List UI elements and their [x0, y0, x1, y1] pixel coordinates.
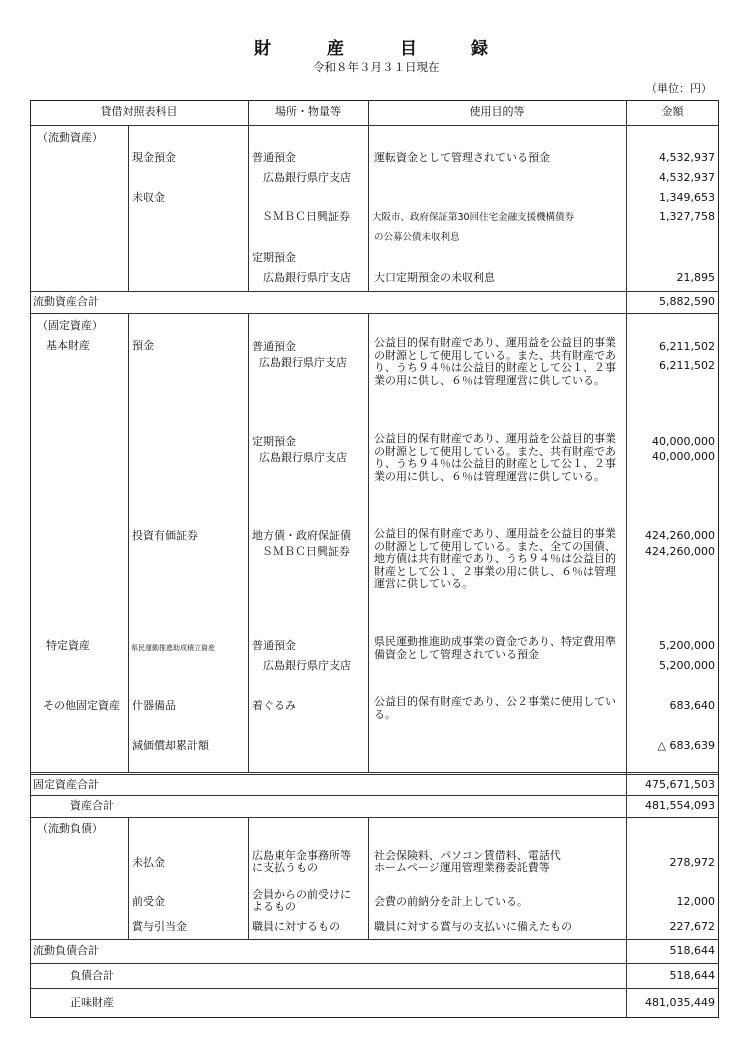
section-fixed-assets: （固定資産）: [37, 319, 103, 332]
securities-location-2: ＳＭＢＣ日興証券: [262, 545, 350, 558]
assets-total-label: 資産合計: [70, 799, 114, 812]
ordinary-deposit-location-2: 広島銀行県庁支店: [259, 356, 347, 369]
securities-purpose: 公益目的保有財産であり、運用益を公益目的事業の財源として使用している。また、全ての国債、地方債は共有財産であり、うち９４％は公益目的財産として公１、２事業の用に供し、６％は管理運営に供している。: [374, 527, 616, 590]
receivable-purpose-1b: の公募公債未収利息: [374, 232, 460, 243]
specific-amount-1: 5,200,000: [659, 639, 715, 652]
receivable-purpose-1a: 大阪市、政府保証第30回住宅金融支援機構債券: [372, 212, 575, 223]
row-divider: [30, 795, 719, 796]
time-deposit-location-2: 広島銀行県庁支店: [259, 451, 347, 464]
bonus-reserve-amount: 227,672: [669, 920, 715, 933]
specific-location-1: 普通預金: [252, 639, 296, 652]
time-deposit-amount-2: 40,000,000: [652, 450, 715, 463]
securities-label: 投資有価証券: [132, 529, 198, 542]
title-char-4: 録: [471, 39, 488, 59]
col-divider: [128, 313, 129, 773]
receivable-purpose-2: 大口定期預金の未収利息: [374, 271, 495, 284]
cash-amount-2: 4,532,937: [659, 171, 715, 184]
net-assets-label: 正味財産: [70, 996, 114, 1009]
payable-amount: 278,972: [669, 856, 715, 869]
advance-amount: 12,000: [676, 895, 715, 908]
receivable-amount-1: 1,327,758: [659, 210, 715, 223]
advance-location-1: 会員からの前受けに: [252, 888, 351, 901]
header-divider: [30, 125, 719, 126]
col-divider: [368, 313, 369, 773]
payable-location-1: 広島東年金事務所等: [252, 849, 351, 862]
cash-purpose: 運転資金として管理されている預金: [374, 151, 550, 164]
payable-purpose-2: ホームページ運用管理業務委託費等: [374, 861, 550, 874]
specific-amount-2: 5,200,000: [659, 659, 715, 672]
assets-total: 481,554,093: [645, 799, 715, 812]
ordinary-deposit-amount-2: 6,211,502: [659, 359, 715, 372]
fixed-assets-total-label: 固定資産合計: [33, 778, 99, 791]
bonus-reserve-label: 賞与引当金: [132, 920, 187, 933]
securities-amount-1: 424,260,000: [645, 529, 715, 542]
fixtures-purpose: 公益目的保有財産であり、公２事業に使用している。: [374, 695, 616, 721]
section-current-assets: （流動資産）: [37, 131, 103, 144]
ordinary-deposit-location-1: 普通預金: [252, 340, 296, 353]
header-account: 貸借対照表科目: [100, 105, 178, 118]
current-liabilities-total: 518,644: [669, 944, 715, 957]
time-deposit-purpose: 公益目的保有財産であり、運用益を公益目的事業の財源として使用している。また、共有財産であり、うち９４％は公益目的財産として公１、２事業の用に供し、６％は管理運営に供している。: [374, 432, 616, 483]
receivable-location-2: 定期預金: [252, 251, 296, 264]
liabilities-total-label: 負債合計: [70, 969, 114, 982]
receivable-location-3: 広島銀行県庁支店: [263, 271, 351, 284]
securities-location-1: 地方債・政府保証債: [252, 529, 351, 542]
current-assets-total-label: 流動資産合計: [33, 295, 99, 308]
payable-label: 未払金: [132, 856, 165, 869]
other-fixed-assets-label: その他固定資産: [43, 699, 120, 712]
double-rule: [30, 772, 719, 775]
header-amount: 金額: [661, 105, 684, 118]
liabilities-total: 518,644: [669, 969, 715, 982]
basic-property-label: 基本財産: [46, 339, 90, 352]
row-divider: [30, 313, 719, 314]
depreciation-amount: △ 683,639: [657, 739, 715, 752]
advance-label: 前受金: [132, 895, 165, 908]
row-divider: [30, 291, 719, 292]
as-of-date: 令和８年３月３１日現在: [313, 60, 440, 74]
fixtures-amount: 683,640: [669, 699, 715, 712]
payable-purpose-1: 社会保険料、パソコン賃借料、電話代: [374, 849, 561, 862]
col-divider: [368, 817, 369, 939]
title-char-2: 産: [327, 39, 344, 59]
specific-purpose: 県民運動推進助成事業の資金であり、特定費用準備資金として管理されている預金: [374, 635, 616, 661]
specific-location-2: 広島銀行県庁支店: [263, 659, 351, 672]
col-divider: [128, 817, 129, 939]
time-deposit-amount-1: 40,000,000: [652, 435, 715, 448]
col-divider: [626, 291, 627, 1018]
header-location: 場所・物量等: [275, 105, 341, 118]
time-deposit-location-1: 定期預金: [252, 435, 296, 448]
col-divider: [368, 100, 369, 291]
payable-location-2: に支払うもの: [252, 861, 318, 874]
unit-label: （単位：円）: [646, 82, 712, 95]
row-divider: [30, 988, 719, 989]
receivable-amount-2: 21,895: [676, 271, 715, 284]
title-char-3: 目: [400, 39, 417, 59]
advance-purpose: 会費の前納分を計上している。: [374, 895, 528, 908]
bonus-reserve-location: 職員に対するもの: [252, 920, 340, 933]
col-divider: [128, 125, 129, 291]
col-divider: [248, 100, 249, 291]
bonus-reserve-purpose: 職員に対する賞与の支払いに備えたもの: [374, 920, 572, 933]
cash-location-2: 広島銀行県庁支店: [263, 171, 351, 184]
header-purpose: 使用目的等: [469, 105, 525, 118]
ordinary-deposit-amount-1: 6,211,502: [659, 340, 715, 353]
current-liabilities-total-label: 流動負債合計: [33, 944, 99, 957]
cash-location-1: 普通預金: [252, 151, 296, 164]
col-divider: [248, 313, 249, 773]
row-divider: [30, 817, 719, 818]
securities-amount-2: 424,260,000: [645, 545, 715, 558]
promotion-fund-label: 県民運動推進助成積立資産: [131, 644, 215, 652]
receivable-amount: 1,349,653: [659, 191, 715, 204]
deposit-label: 預金: [132, 339, 154, 352]
title-char-1: 財: [254, 39, 271, 59]
receivable-location-1: ＳＭＢＣ日興証券: [262, 210, 350, 223]
row-divider: [30, 939, 719, 940]
current-assets-total: 5,882,590: [659, 295, 715, 308]
specific-assets-label: 特定資産: [46, 639, 90, 652]
fixtures-location: 着ぐるみ: [252, 699, 296, 712]
section-current-liabilities: （流動負債）: [37, 822, 103, 835]
receivable-label: 未収金: [132, 191, 165, 204]
cash-amount-1: 4,532,937: [659, 151, 715, 164]
cash-label: 現金預金: [132, 151, 176, 164]
advance-location-2: よるもの: [252, 900, 296, 913]
depreciation-label: 減価償却累計額: [132, 739, 209, 752]
row-divider: [30, 963, 719, 964]
net-assets: 481,035,449: [645, 996, 715, 1009]
col-divider: [248, 817, 249, 939]
fixtures-label: 什器備品: [132, 699, 176, 712]
ordinary-deposit-purpose: 公益目的保有財産であり、運用益を公益目的事業の財源として使用している。また、共有財産であり、うち９４％は公益目的財産として公１、２事業の用に供し、６％は管理運営に供している。: [374, 336, 616, 387]
fixed-assets-total: 475,671,503: [645, 778, 715, 791]
